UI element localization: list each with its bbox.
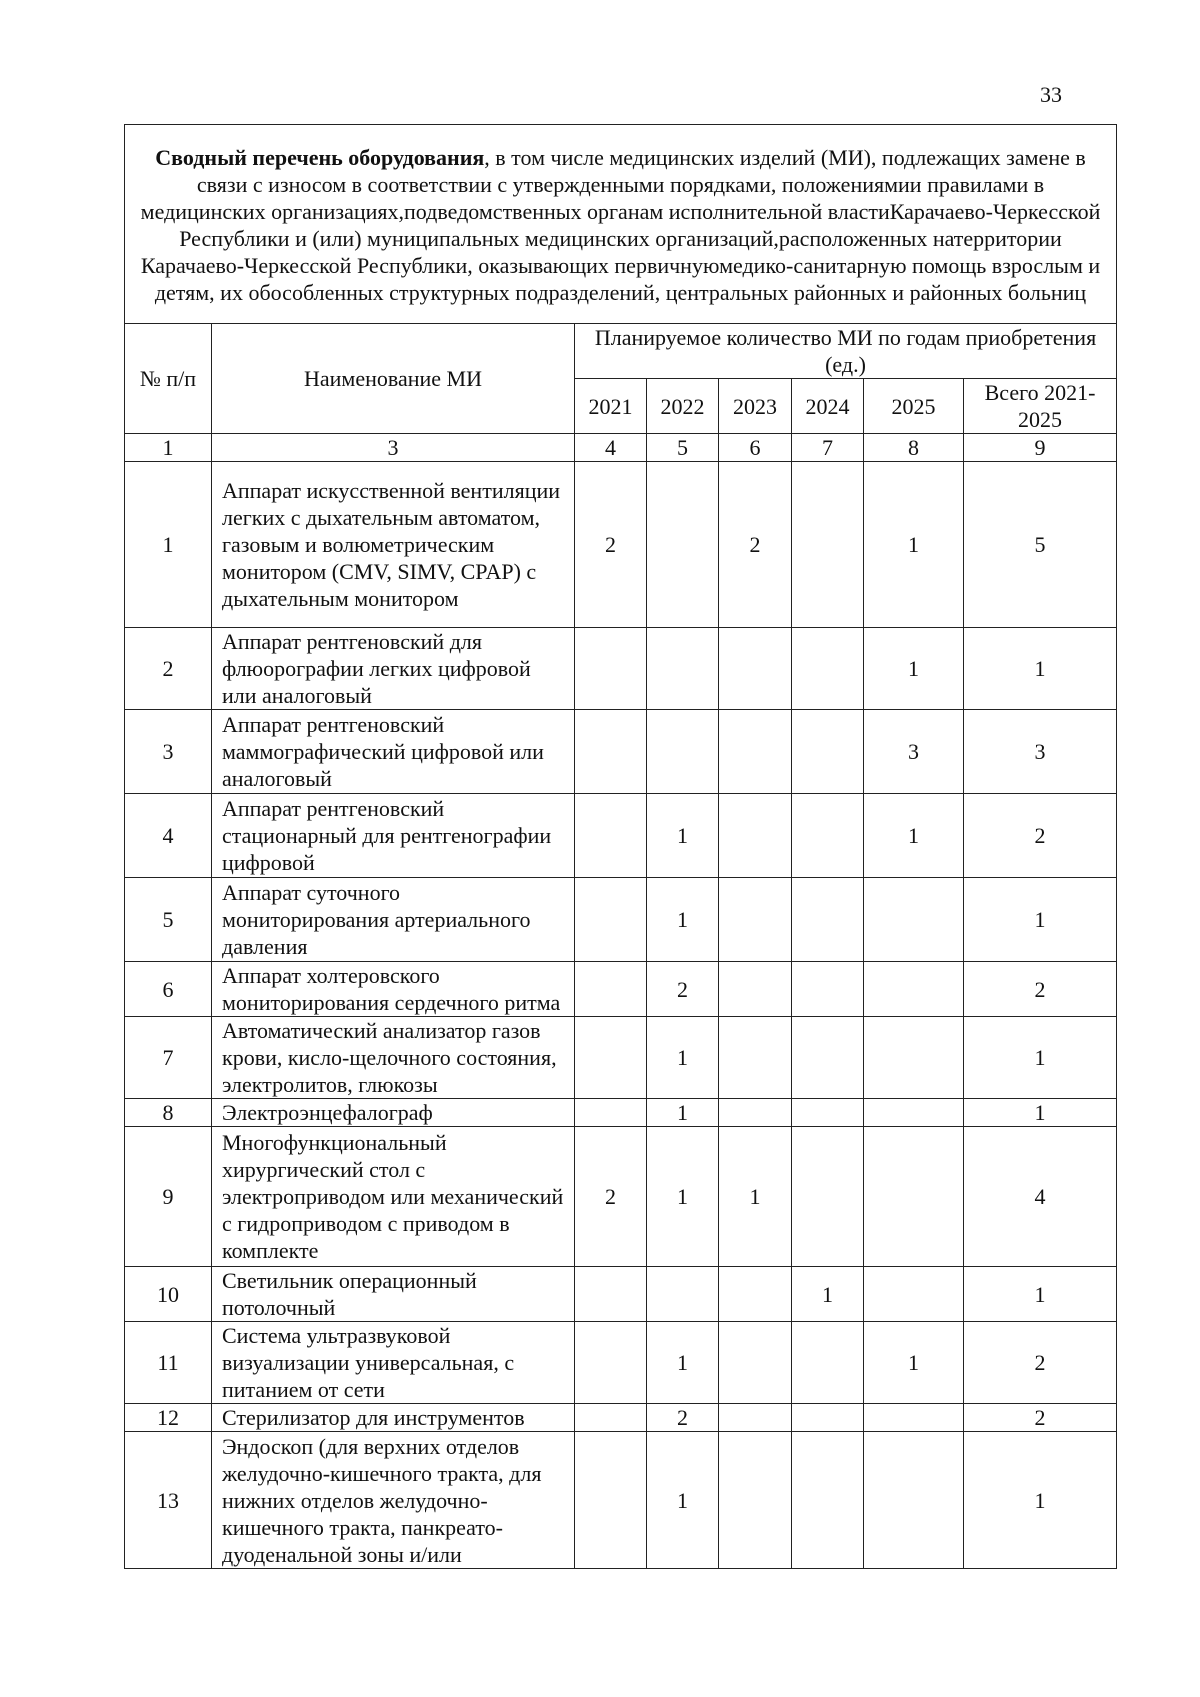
table-row	[125, 1322, 1117, 1404]
table-row	[125, 1099, 1117, 1127]
quantity-y2021	[575, 710, 647, 794]
item-name: Аппарат рентгеновский для флюорографии легких цифровой или аналоговый	[212, 628, 575, 710]
col-number: 9	[964, 434, 1117, 462]
quantity-total: 1	[964, 878, 1117, 962]
quantity-total: 2	[964, 794, 1117, 878]
table-row	[125, 628, 1117, 710]
header-year-2025: 2025	[864, 379, 964, 434]
row-number: 8	[125, 1099, 212, 1127]
table-row	[125, 710, 1117, 794]
quantity-y2024	[792, 710, 864, 794]
row-number: 6	[125, 962, 212, 1017]
header-row-1	[125, 324, 1117, 379]
quantity-y2025: 1	[864, 794, 964, 878]
quantity-y2021	[575, 628, 647, 710]
item-name: Электроэнцефалограф	[212, 1099, 575, 1127]
quantity-y2021	[575, 1322, 647, 1404]
table-row	[125, 462, 1117, 628]
caption-text: , в том числе медицинских изделий (МИ), подлежащих замене в связи с износом в соответствии с утвержденными порядками, положениямии правилами в медицинских организациях,подведомственных органам исполнительной властиКарачаево-Черкесской Республики и (или) муниципальных медицинских организаций,расположенных натерритории Карачаево-Черкесской Республики, оказывающих первичнуюмедико-санитарную помощь взрослым и детям, их обособленных структурных подразделений, центральных районных и районных больниц	[140, 145, 1101, 305]
quantity-y2022: 1	[647, 1127, 719, 1267]
quantity-y2022	[647, 710, 719, 794]
quantity-total: 4	[964, 1127, 1117, 1267]
quantity-y2022: 1	[647, 1099, 719, 1127]
row-number: 10	[125, 1267, 212, 1322]
quantity-y2024	[792, 962, 864, 1017]
quantity-y2022: 1	[647, 1017, 719, 1099]
item-name: Система ультразвуковой визуализации универсальная, с питанием от сети	[212, 1322, 575, 1404]
quantity-y2024	[792, 1432, 864, 1569]
quantity-y2024	[792, 1322, 864, 1404]
item-name: Аппарат рентгеновский стационарный для рентгенографии цифровой	[212, 794, 575, 878]
quantity-y2025	[864, 1127, 964, 1267]
row-number: 4	[125, 794, 212, 878]
caption-title: Сводный перечень оборудования	[155, 145, 485, 170]
quantity-total: 1	[964, 628, 1117, 710]
table-caption	[125, 125, 1117, 324]
row-number: 7	[125, 1017, 212, 1099]
quantity-y2023	[719, 878, 792, 962]
quantity-y2024	[792, 794, 864, 878]
quantity-total: 1	[964, 1432, 1117, 1569]
header-planned: Планируемое количество МИ по годам приобретения (ед.)	[575, 324, 1117, 379]
row-number: 11	[125, 1322, 212, 1404]
header-year-2023: 2023	[719, 379, 792, 434]
quantity-total: 2	[964, 1404, 1117, 1432]
quantity-y2024	[792, 878, 864, 962]
header-year-2021: 2021	[575, 379, 647, 434]
table-row	[125, 1432, 1117, 1569]
quantity-y2025	[864, 1017, 964, 1099]
quantity-total: 1	[964, 1099, 1117, 1127]
column-number-row	[125, 434, 1117, 462]
header-year-total: Всего 2021-2025	[964, 379, 1117, 434]
col-number: 6	[719, 434, 792, 462]
quantity-y2025	[864, 1432, 964, 1569]
quantity-y2021: 2	[575, 462, 647, 628]
quantity-y2025: 1	[864, 628, 964, 710]
table-row	[125, 1404, 1117, 1432]
quantity-y2021	[575, 794, 647, 878]
quantity-y2025	[864, 1404, 964, 1432]
quantity-y2024	[792, 1404, 864, 1432]
quantity-y2022: 2	[647, 962, 719, 1017]
quantity-y2023	[719, 1322, 792, 1404]
quantity-y2024	[792, 628, 864, 710]
quantity-y2022: 1	[647, 1432, 719, 1569]
item-name: Аппарат искусственной вентиляции легких с дыхательным автоматом, газовым и волюметрическим монитором (CMV, SIMV, CPAP) с дыхательным монитором	[212, 462, 575, 628]
quantity-y2025: 1	[864, 462, 964, 628]
quantity-y2024	[792, 1127, 864, 1267]
header-num: № п/п	[125, 324, 212, 434]
col-number: 8	[864, 434, 964, 462]
quantity-y2021	[575, 1404, 647, 1432]
col-number: 4	[575, 434, 647, 462]
col-number: 1	[125, 434, 212, 462]
quantity-y2023	[719, 710, 792, 794]
quantity-y2023	[719, 1267, 792, 1322]
table-row	[125, 878, 1117, 962]
item-name: Светильник операционный потолочный	[212, 1267, 575, 1322]
quantity-y2025	[864, 1099, 964, 1127]
quantity-y2021	[575, 1267, 647, 1322]
item-name: Эндоскоп (для верхних отделов желудочно-кишечного тракта, для нижних отделов желудочно-кишечного тракта, панкреато-дуоденальной зоны и/или	[212, 1432, 575, 1569]
col-number: 3	[212, 434, 575, 462]
quantity-y2022: 1	[647, 1322, 719, 1404]
quantity-y2024: 1	[792, 1267, 864, 1322]
quantity-total: 5	[964, 462, 1117, 628]
quantity-y2021	[575, 878, 647, 962]
quantity-y2021	[575, 962, 647, 1017]
quantity-y2023	[719, 628, 792, 710]
item-name: Стерилизатор для инструментов	[212, 1404, 575, 1432]
item-name: Многофункциональный хирургический стол с электроприводом или механический с гидроприводом с приводом в комплекте	[212, 1127, 575, 1267]
quantity-y2021	[575, 1099, 647, 1127]
item-name: Аппарат суточного мониторирования артериального давления	[212, 878, 575, 962]
quantity-y2023: 1	[719, 1127, 792, 1267]
quantity-total: 1	[964, 1017, 1117, 1099]
col-number: 7	[792, 434, 864, 462]
caption-row	[125, 125, 1117, 324]
table-row	[125, 1267, 1117, 1322]
quantity-total: 2	[964, 1322, 1117, 1404]
row-number: 13	[125, 1432, 212, 1569]
quantity-y2023	[719, 1404, 792, 1432]
quantity-total: 3	[964, 710, 1117, 794]
quantity-y2023: 2	[719, 462, 792, 628]
quantity-y2021	[575, 1432, 647, 1569]
quantity-y2022: 2	[647, 1404, 719, 1432]
quantity-y2023	[719, 962, 792, 1017]
header-year-2022: 2022	[647, 379, 719, 434]
quantity-y2025: 1	[864, 1322, 964, 1404]
quantity-y2025	[864, 1267, 964, 1322]
table-row	[125, 1127, 1117, 1267]
quantity-y2024	[792, 1099, 864, 1127]
row-number: 5	[125, 878, 212, 962]
quantity-y2023	[719, 1432, 792, 1569]
page-number: 33	[1040, 82, 1062, 107]
quantity-y2021	[575, 1017, 647, 1099]
item-name: Автоматический анализатор газов крови, кисло-щелочного состояния, электролитов, глюкозы	[212, 1017, 575, 1099]
quantity-total: 2	[964, 962, 1117, 1017]
quantity-y2025	[864, 878, 964, 962]
header-name: Наименование МИ	[212, 324, 575, 434]
quantity-y2022	[647, 1267, 719, 1322]
quantity-y2025: 3	[864, 710, 964, 794]
row-number: 3	[125, 710, 212, 794]
quantity-y2022	[647, 628, 719, 710]
quantity-total: 1	[964, 1267, 1117, 1322]
quantity-y2023	[719, 1017, 792, 1099]
table-row	[125, 794, 1117, 878]
equipment-table	[124, 124, 1117, 1569]
item-name: Аппарат рентгеновский маммографический цифровой или аналоговый	[212, 710, 575, 794]
quantity-y2022: 1	[647, 794, 719, 878]
row-number: 1	[125, 462, 212, 628]
table-row	[125, 1017, 1117, 1099]
table-row	[125, 962, 1117, 1017]
quantity-y2025	[864, 962, 964, 1017]
row-number: 12	[125, 1404, 212, 1432]
item-name: Аппарат холтеровского мониторирования сердечного ритма	[212, 962, 575, 1017]
table-body	[125, 125, 1117, 1569]
row-number: 9	[125, 1127, 212, 1267]
quantity-y2022: 1	[647, 878, 719, 962]
quantity-y2023	[719, 1099, 792, 1127]
header-year-2024: 2024	[792, 379, 864, 434]
col-number: 5	[647, 434, 719, 462]
quantity-y2022	[647, 462, 719, 628]
quantity-y2023	[719, 794, 792, 878]
row-number: 2	[125, 628, 212, 710]
quantity-y2024	[792, 462, 864, 628]
quantity-y2024	[792, 1017, 864, 1099]
quantity-y2021: 2	[575, 1127, 647, 1267]
